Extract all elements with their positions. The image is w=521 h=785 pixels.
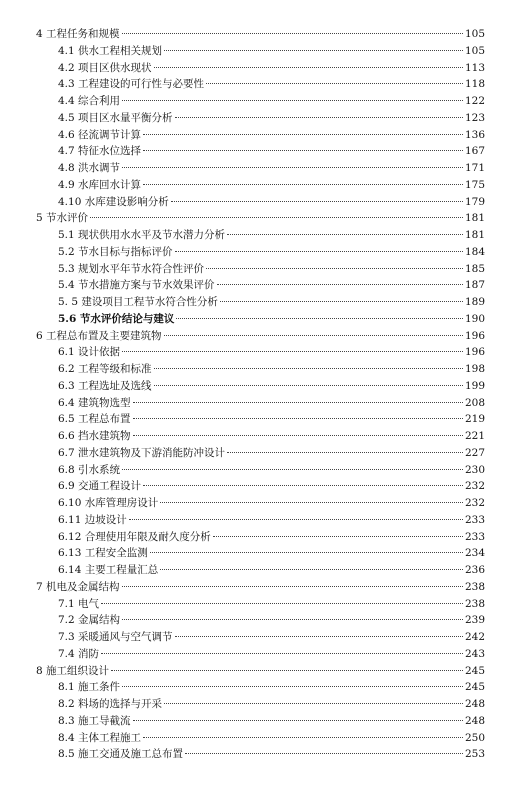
toc-dot-leader (154, 385, 463, 386)
toc-entry-title: 4.8 洪水调节 (58, 162, 121, 174)
toc-page-number: 171 (464, 162, 485, 174)
toc-page-number: 185 (464, 262, 485, 275)
toc-entry-title: 5.2 节水目标与指标评价 (58, 245, 173, 258)
toc-chapter-entry[interactable] (36, 26, 485, 43)
toc-dot-leader (227, 234, 463, 235)
toc-page-number: 196 (464, 346, 485, 359)
toc-dot-leader (122, 33, 463, 34)
toc-dot-leader (143, 485, 463, 486)
toc-section-entry[interactable] (36, 428, 485, 445)
toc-section-entry[interactable] (36, 512, 485, 529)
toc-page-number: 198 (464, 363, 485, 375)
toc-section-entry[interactable] (36, 629, 485, 646)
toc-page-number: 199 (464, 379, 485, 392)
toc-entry-title: 4.6 径流调节计算 (58, 128, 142, 141)
toc-page-number: 208 (464, 396, 485, 409)
toc-entry-title: 8.2 料场的选择与开采 (58, 698, 163, 710)
toc-page-number: 232 (464, 480, 485, 493)
toc-page-number: 238 (464, 580, 485, 593)
toc-entry-title: 7.3 采暖通风与空气调节 (58, 631, 173, 643)
toc-entry-title: 6.7 泄水建筑物及下游消能防冲设计 (58, 446, 226, 459)
toc-page-number: 175 (464, 178, 485, 191)
toc-entry-title: 5.1 现状供用水水平及节水潜力分析 (58, 229, 226, 241)
toc-entry-title: 6.11 边坡设计 (58, 513, 127, 526)
toc-entry-title: 8.4 主体工程施工 (58, 731, 142, 744)
toc-entry-title: 6.8 引水系统 (58, 463, 121, 476)
toc-page-number: 196 (464, 329, 485, 342)
toc-dot-leader (176, 318, 463, 319)
toc-dot-leader (122, 686, 463, 687)
toc-dot-leader (133, 418, 463, 419)
toc-section-entry[interactable] (36, 713, 485, 730)
toc-page-number: 219 (464, 413, 485, 426)
toc-section-entry[interactable] (36, 261, 485, 278)
toc-chapter-entry[interactable] (36, 663, 485, 680)
toc-section-entry[interactable] (36, 277, 485, 294)
toc-dot-leader (206, 83, 463, 84)
toc-section-entry[interactable] (36, 445, 485, 462)
toc-entry-title: 6.14 主要工程量汇总 (58, 564, 159, 576)
toc-page-number: 187 (464, 279, 485, 292)
toc-dot-leader (160, 569, 463, 570)
toc-page-number: 238 (464, 597, 485, 610)
toc-dot-leader (227, 452, 463, 453)
toc-entry-title: 8 施工组织设计 (36, 664, 110, 677)
toc-page-number: 190 (464, 312, 485, 325)
toc-entry-title: 8.3 施工导截流 (58, 714, 131, 727)
toc-section-entry[interactable] (36, 76, 485, 93)
toc-entry-title: 6.12 合理使用年限及耐久度分析 (58, 530, 211, 543)
toc-dot-leader (129, 519, 463, 520)
toc-page-number: 233 (464, 513, 485, 526)
toc-section-entry[interactable] (36, 244, 485, 261)
toc-dot-leader (160, 502, 463, 503)
toc-dot-leader (175, 636, 463, 637)
toc-section-entry[interactable] (36, 294, 485, 311)
toc-page-number: 122 (464, 95, 485, 107)
toc-section-entry[interactable] (36, 311, 485, 328)
toc-page-number: 239 (464, 614, 485, 627)
toc-dot-leader (122, 100, 463, 101)
toc-section-entry[interactable] (36, 462, 485, 479)
toc-page-number: 248 (464, 698, 485, 710)
toc-entry-title: 6.1 设计依据 (58, 346, 121, 359)
toc-dot-leader (143, 737, 463, 738)
toc-section-entry[interactable] (36, 545, 485, 562)
toc-page-number: 113 (464, 61, 485, 74)
toc-dot-leader (122, 351, 463, 352)
toc-entry-title: 6.4 建筑物选型 (58, 396, 131, 409)
toc-entry-title: 4.9 水库回水计算 (58, 178, 142, 191)
toc-chapter-entry[interactable] (36, 210, 485, 227)
toc-section-entry[interactable] (36, 361, 485, 378)
toc-section-entry[interactable] (36, 43, 485, 60)
toc-section-entry[interactable] (36, 696, 485, 713)
toc-section-entry[interactable] (36, 679, 485, 696)
toc-page-number: 230 (464, 463, 485, 476)
toc-page-number: 250 (464, 731, 485, 744)
toc-entry-title: 5. 5 建设项目工程节水符合性分析 (58, 296, 218, 308)
toc-dot-leader (154, 368, 463, 369)
toc-entry-title: 7.2 金属结构 (58, 614, 121, 627)
toc-dot-leader (175, 117, 463, 118)
toc-entry-title: 5.6 节水评价结论与建议 (58, 312, 175, 325)
toc-entry-title: 6.9 交通工程设计 (58, 480, 142, 493)
toc-section-entry[interactable] (36, 730, 485, 747)
toc-section-entry[interactable] (36, 478, 485, 495)
toc-section-entry[interactable] (36, 378, 485, 395)
toc-section-entry[interactable] (36, 227, 485, 244)
toc-dot-leader (150, 552, 463, 553)
toc-section-entry[interactable] (36, 495, 485, 512)
toc-entry-title: 4.1 供水工程相关规划 (58, 44, 163, 57)
toc-dot-leader (164, 50, 463, 51)
toc-section-entry[interactable] (36, 562, 485, 579)
toc-dot-leader (220, 301, 463, 302)
toc-section-entry[interactable] (36, 746, 485, 763)
toc-dot-leader (133, 435, 463, 436)
toc-entry-title: 6.6 挡水建筑物 (58, 430, 131, 442)
toc-entry-title: 8.5 施工交通及施工总布置 (58, 748, 184, 761)
toc-dot-leader (206, 268, 463, 269)
toc-page-number: 245 (464, 681, 485, 694)
toc-section-entry[interactable] (36, 411, 485, 428)
toc-dot-leader (154, 67, 463, 68)
toc-dot-leader (185, 753, 463, 754)
toc-dot-leader (164, 335, 463, 336)
toc-entry-title: 4.7 特征水位选择 (58, 145, 142, 158)
toc-entry-title: 6.2 工程等级和标准 (58, 363, 152, 375)
toc-entry-title: 6.13 工程安全监测 (58, 547, 148, 560)
toc-section-entry[interactable] (36, 160, 485, 177)
toc-dot-leader (122, 619, 463, 620)
toc-entry-title: 6 工程总布置及主要建筑物 (36, 329, 162, 342)
toc-section-entry[interactable] (36, 646, 485, 663)
toc-dot-leader (101, 603, 463, 604)
toc-entry-title: 4.5 项目区水量平衡分析 (58, 111, 173, 124)
toc-entry-title: 5 节水评价 (36, 212, 89, 225)
toc-section-entry[interactable] (36, 110, 485, 127)
toc-page-number: 189 (464, 296, 485, 308)
toc-entry-title: 4.2 项目区供水现状 (58, 61, 152, 74)
toc-section-entry[interactable] (36, 596, 485, 613)
toc-dot-leader (122, 586, 463, 587)
toc-page-number: 242 (464, 631, 485, 643)
toc-entry-title: 6.10 水库管理房设计 (58, 497, 159, 509)
toc-page-number: 236 (464, 564, 485, 576)
toc-dot-leader (133, 720, 463, 721)
toc-entry-title: 7 机电及金属结构 (36, 580, 120, 593)
toc-section-entry[interactable] (36, 194, 485, 211)
table-of-contents (36, 26, 485, 763)
toc-section-entry[interactable] (36, 127, 485, 144)
toc-entry-title: 4.3 工程建设的可行性与必要性 (58, 78, 205, 91)
toc-section-entry[interactable] (36, 93, 485, 110)
toc-chapter-entry[interactable] (36, 328, 485, 345)
toc-page-number: 221 (464, 430, 485, 442)
toc-section-entry[interactable] (36, 177, 485, 194)
toc-section-entry[interactable] (36, 344, 485, 361)
toc-page-number: 243 (464, 647, 485, 660)
toc-section-entry[interactable] (36, 529, 485, 546)
toc-page-number: 118 (464, 78, 485, 91)
toc-page-number: 136 (464, 128, 485, 141)
toc-section-entry[interactable] (36, 143, 485, 160)
toc-page-number: 253 (464, 748, 485, 761)
toc-entry-title: 7.4 消防 (58, 647, 100, 660)
toc-page-number: 234 (464, 547, 485, 560)
toc-entry-title: 8.1 施工条件 (58, 681, 121, 694)
toc-chapter-entry[interactable] (36, 579, 485, 596)
toc-page-number: 233 (464, 530, 485, 543)
toc-page-number: 181 (464, 212, 485, 225)
toc-dot-leader (122, 167, 463, 168)
toc-dot-leader (133, 402, 463, 403)
toc-entry-title: 7.1 电气 (58, 597, 100, 610)
toc-entry-title: 4.4 综合利用 (58, 95, 121, 107)
toc-dot-leader (171, 201, 463, 202)
toc-entry-title: 6.3 工程选址及选线 (58, 379, 152, 392)
toc-page-number: 232 (464, 497, 485, 509)
toc-page-number: 248 (464, 714, 485, 727)
toc-dot-leader (111, 670, 463, 671)
toc-entry-title: 4 工程任务和规模 (36, 28, 120, 40)
toc-section-entry[interactable] (36, 395, 485, 412)
toc-page-number: 227 (464, 446, 485, 459)
toc-dot-leader (143, 184, 463, 185)
toc-entry-title: 4.10 水库建设影响分析 (58, 195, 169, 208)
toc-dot-leader (164, 703, 463, 704)
toc-page-number: 167 (464, 145, 485, 158)
toc-dot-leader (101, 653, 463, 654)
toc-entry-title: 5.4 节水措施方案与节水效果评价 (58, 279, 215, 292)
toc-dot-leader (217, 284, 463, 285)
toc-entry-title: 6.5 工程总布置 (58, 413, 131, 426)
toc-page-number: 181 (464, 229, 485, 241)
toc-dot-leader (213, 536, 463, 537)
toc-dot-leader (143, 134, 463, 135)
toc-page-number: 123 (464, 111, 485, 124)
toc-section-entry[interactable] (36, 60, 485, 77)
toc-dot-leader (90, 217, 463, 218)
toc-page-number: 105 (464, 44, 485, 57)
toc-entry-title: 5.3 规划水平年节水符合性评价 (58, 262, 205, 275)
toc-page-number: 179 (464, 195, 485, 208)
toc-dot-leader (143, 150, 463, 151)
toc-page-number: 245 (464, 664, 485, 677)
toc-section-entry[interactable] (36, 612, 485, 629)
toc-page-number: 105 (464, 28, 485, 40)
toc-page-number: 184 (464, 245, 485, 258)
toc-dot-leader (175, 251, 463, 252)
toc-dot-leader (122, 469, 463, 470)
